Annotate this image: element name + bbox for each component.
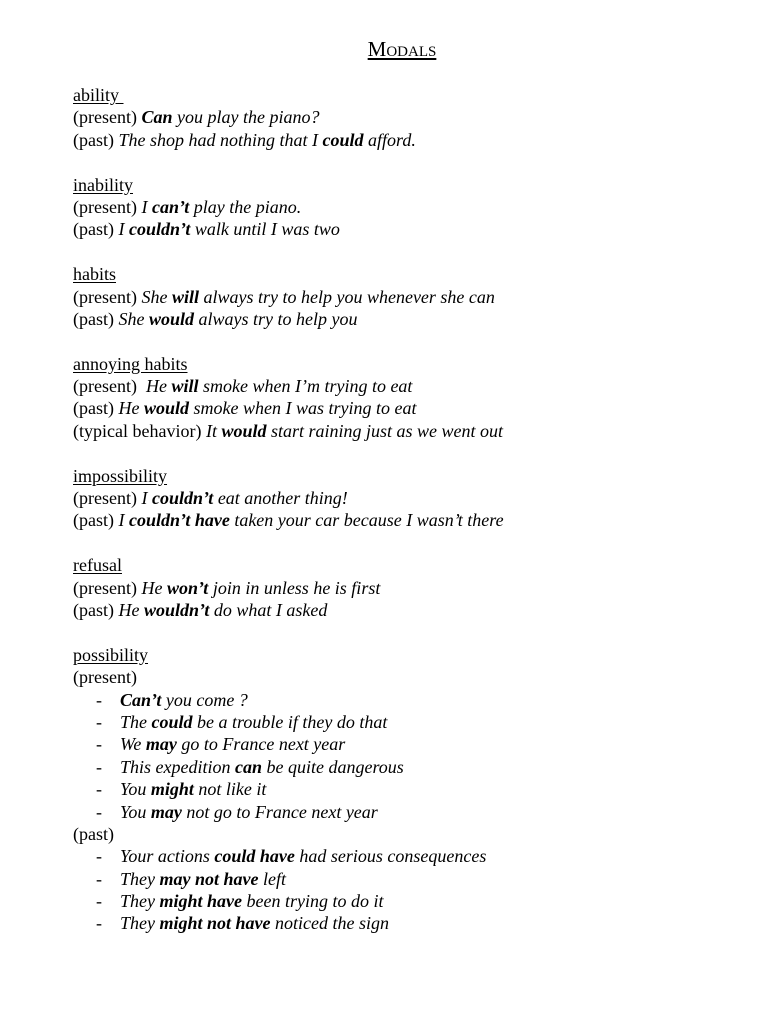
list-item [73,756,753,778]
example-line [73,375,753,397]
modal-verb: could [322,129,364,150]
dash-bullet: - [96,913,102,934]
modal-verb: wouldn’t [143,599,210,620]
example-line [73,599,753,621]
example-sentence: I couldn’t eat another thing! [141,488,348,509]
list-item [73,890,753,912]
list-item [73,868,753,890]
section-inability [73,174,753,241]
tense-label: (typical behavior) [73,420,206,441]
section-heading: ability [73,85,124,105]
modal-verb: will [171,286,199,307]
modal-verb: could [151,711,193,732]
modal-verb: may [150,801,182,822]
example-sentence: The could be a trouble if they do that [120,711,388,732]
example-sentence: She would always try to help you [118,308,358,329]
example-line [73,196,753,218]
example-sentence: This expedition can be quite dangerous [120,756,404,777]
example-sentence: It would start raining just as we went out [205,420,504,441]
modal-verb: can’t [151,196,190,217]
list-item [73,689,753,711]
example-sentence: She will always try to help you whenever she can [141,286,495,307]
tense-label: (present) [73,286,142,307]
list-item [73,912,753,934]
section-refusal [73,554,753,621]
section-heading: possibility [73,644,149,665]
example-sentence: He wouldn’t do what I asked [118,599,328,620]
modal-verb: couldn’t [128,219,191,240]
tense-label: (past) [73,510,119,531]
modal-verb: can [235,756,262,777]
dash-bullet: - [96,711,102,732]
example-sentence: Can you play the piano? [141,107,320,128]
example-sentence: Can’t you come ? [120,689,248,710]
modal-verb: may not have [159,868,259,889]
modal-verb: Can [141,107,173,128]
example-sentence: They may not have left [120,868,286,889]
tense-label: (past) [73,129,119,150]
example-sentence: They might not have noticed the sign [120,913,389,934]
modal-verb: won’t [166,577,209,598]
modal-verb: Can’t [120,689,162,710]
example-line [73,129,753,151]
modal-verb: might [150,779,194,800]
example-line [73,286,753,308]
example-sentence: I couldn’t have taken your car because I wasn’t there [118,510,504,531]
example-line [73,106,753,128]
tense-label: (present) [73,577,142,598]
example-sentence: We may go to France next year [120,734,346,755]
example-sentence: You may not go to France next year [120,801,378,822]
section-heading: impossibility [73,465,168,486]
example-line [73,308,753,330]
dash-bullet: - [96,689,102,710]
example-line [73,577,753,599]
section-annoying-habits [73,353,753,443]
modal-verb: could have [214,846,295,867]
section-ability [73,84,753,151]
dash-bullet: - [96,756,102,777]
list-item [73,778,753,800]
example-line [73,420,753,442]
modal-verb: will [171,376,199,397]
example-line [73,487,753,509]
list-item [73,733,753,755]
dash-bullet: - [96,734,102,755]
section-heading: habits [73,264,116,285]
example-line [73,397,753,419]
example-sentence: The shop had nothing that I could afford. [118,129,416,150]
example-sentence: You might not like it [120,779,267,800]
tense-label: (past) [73,219,119,240]
section-heading: inability [73,174,133,195]
modal-verb: couldn’t have [128,510,230,531]
section-habits [73,263,753,330]
tense-label: (present) [73,196,142,217]
tense-label: (past) [73,398,119,419]
example-sentence: Your actions could have had serious consequences [120,846,487,867]
section-possibility [73,644,753,935]
list-item [73,711,753,733]
example-sentence: I couldn’t walk until I was two [118,219,340,240]
dash-bullet: - [96,801,102,822]
example-line [73,509,753,531]
dash-bullet: - [96,868,102,889]
list-item [73,801,753,823]
modal-verb: would [143,398,190,419]
example-sentence: He will smoke when I’m trying to eat [145,376,413,397]
tense-label: (present) [73,107,142,128]
tense-label: (past) [73,823,114,844]
modal-verb: might have [159,891,243,912]
modal-verb: would [221,420,267,441]
document-body [73,84,753,957]
page-title: Modals [367,37,437,61]
section-heading: annoying habits [73,353,188,374]
list-item [73,845,753,867]
example-sentence: They might have been trying to do it [120,891,384,912]
modal-verb: would [148,308,195,329]
modal-verb: couldn’t [151,488,214,509]
tense-label: (present) [73,376,146,397]
example-sentence: He won’t join in unless he is first [141,577,381,598]
dash-bullet: - [96,891,102,912]
dash-bullet: - [96,846,102,867]
example-sentence: He would smoke when I was trying to eat [118,398,417,419]
example-sentence: I can’t play the piano. [141,196,302,217]
section-impossibility [73,465,753,532]
example-line [73,218,753,240]
section-heading: refusal [73,555,122,576]
tense-label: (present) [73,488,142,509]
modal-verb: might not have [159,913,271,934]
tense-label: (past) [73,599,119,620]
dash-bullet: - [96,779,102,800]
tense-label: (present) [73,667,137,688]
tense-label: (past) [73,308,119,329]
modal-verb: may [145,734,177,755]
